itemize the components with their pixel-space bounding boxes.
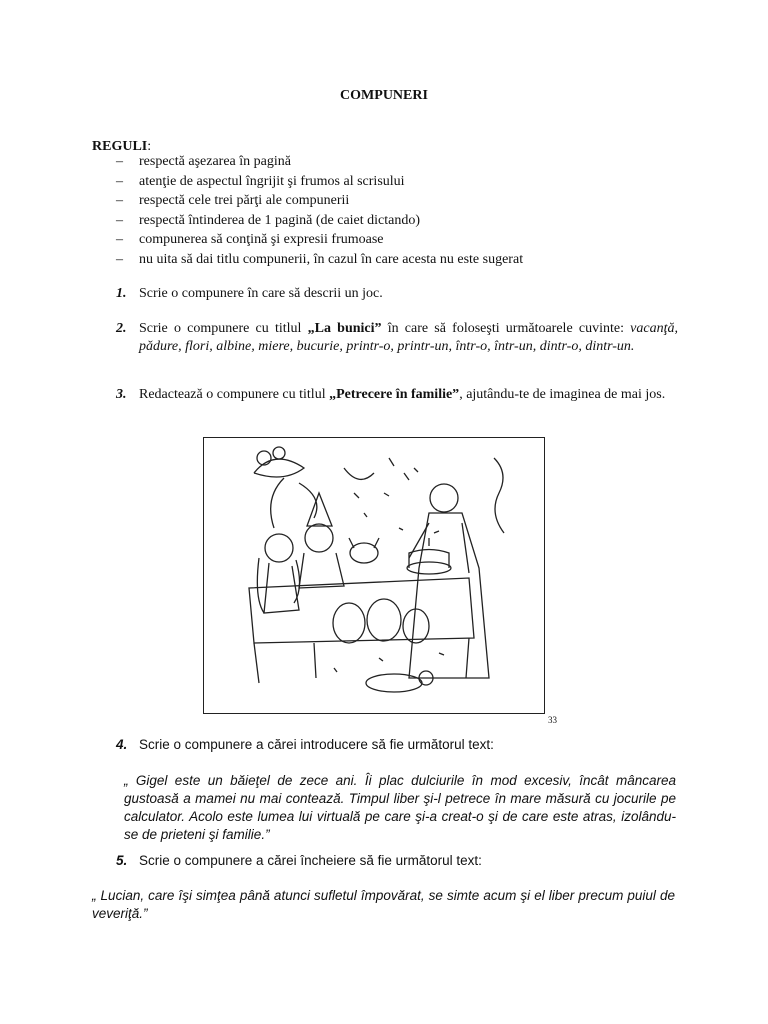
rule-item: – respectă cele trei părţi ale compunerii [116, 193, 350, 208]
task-2: 2. Scrie o compunere cu titlul „La bunici” în care să foloseşti următoarele cuvinte: vacanţă, pădure, flori, albine, miere, bucurie, printr-o, printr-un, într-o, într-un, dintr-o, dintr-un. [116, 321, 678, 354]
page-title: COMPUNERI [340, 88, 428, 103]
party-illustration [203, 437, 545, 714]
rule-item: – atenţie de aspectul îngrijit şi frumos al scrisului [116, 173, 405, 189]
task-5-quote: „ Lucian, care îşi simţea până atunci sufletul împovărat, se simte acum şi el liber precum puiul de veveriţă.” [92, 888, 675, 921]
family-party-drawing [204, 438, 544, 713]
task-4-quote: „ Gigel este un băieţel de zece ani. Îi plac dulciurile în mod excesiv, încât mâncarea gustoasă a mamei nu mai contează. Timpul liber şi-l petrece în mare măsură cu jocurile pe calculator. Acolo este lumea lui virtuală pe care şi-a creat-o şi de care este atras, izolându-se de prieteni şi familie.” [124, 773, 676, 842]
rule-item: – respectă aşezarea în pagină [116, 154, 291, 169]
task-5: 5. Scrie o compunere a cărei încheiere să fie următorul text: [116, 853, 482, 868]
task-4: 4. Scrie o compunere a cărei introducere să fie următorul text: [116, 737, 494, 752]
rule-item: – respectă întinderea de 1 pagină (de caiet dictando) [116, 212, 421, 228]
task-1: 1. Scrie o compunere în care să descrii un joc. [116, 286, 383, 301]
figure-page-number: 33 [548, 715, 557, 725]
rule-item: – compunerea să conţină şi expresii frumoase [116, 232, 384, 247]
task-3: 3. Redactează o compunere cu titlul „Petrecere în familie”, ajutându-te de imaginea de mai jos. [116, 387, 666, 402]
rules-heading: REGULI: [92, 139, 152, 154]
rule-item: – nu uita să dai titlu compunerii, în cazul în care acesta nu este sugerat [116, 251, 524, 267]
rules-list [116, 153, 523, 270]
